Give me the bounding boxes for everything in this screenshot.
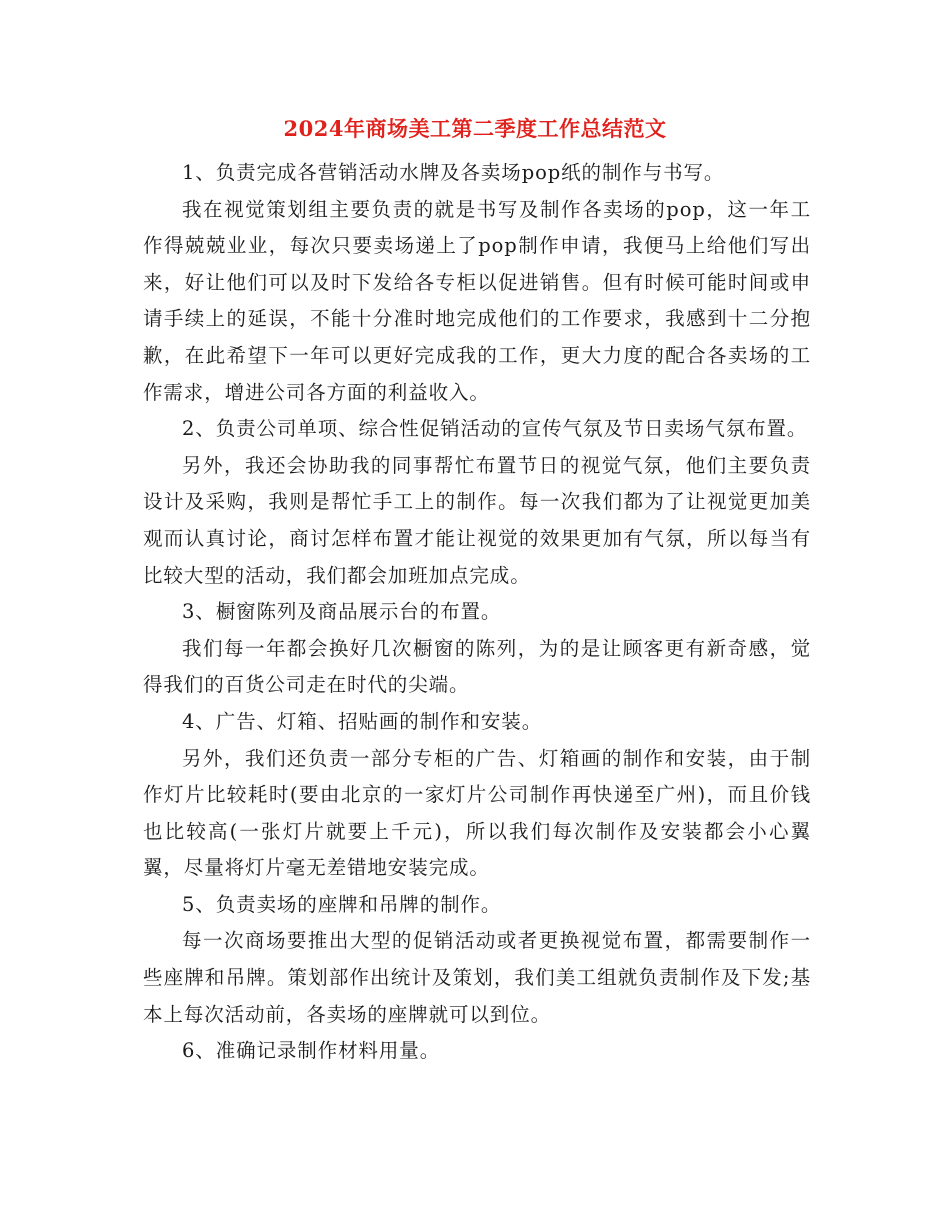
paragraph-4: 另外，我们还负责一部分专柜的广告、灯箱画的制作和安装，由于制作灯片比较耗时(要由北京的一家灯片公司制作再快递至广州)，而且价钱也比较高(一张灯片就要上千元)，所以我们每次制作及安装都会小心翼翼，尽量将灯片毫无差错地安装完成。 (143, 746, 811, 880)
section-heading-4: 4、广告、灯箱、招贴画的制作和安装。 (182, 709, 543, 733)
section-heading-3: 3、橱窗陈列及商品展示台的布置。 (182, 600, 502, 624)
paragraph-1: 我在视觉策划组主要负责的就是书写及制作各卖场的pop，这一年工作得兢兢业业，每次只要卖场递上了pop制作申请，我便马上给他们写出来，好让他们可以及时下发给各专柜以促进销售。但有时候可能时间或申请手续上的延误，不能十分准时地完成他们的工作要求，我感到十二分抱歉，在此希望下一年可以更好完成我的工作，更大力度的配合各卖场的工作需求，增进公司各方面的利益收入。 (143, 197, 811, 404)
section-heading-6: 6、准确记录制作材料用量。 (182, 1039, 441, 1063)
document-title: 2024年商场美工第二季度工作总结范文 (283, 116, 667, 141)
document-body (143, 155, 811, 1070)
section-heading-2: 2、负责公司单项、综合性促销活动的宣传气氛及节日卖场气氛布置。 (182, 417, 808, 441)
section-heading-5: 5、负责卖场的座牌和吊牌的制作。 (182, 892, 502, 916)
paragraph-5: 每一次商场要推出大型的促销活动或者更换视觉布置，都需要制作一些座牌和吊牌。策划部作出统计及策划，我们美工组就负责制作及下发;基本上每次活动前，各卖场的座牌就可以到位。 (143, 929, 811, 1026)
paragraph-2: 另外，我还会协助我的同事帮忙布置节日的视觉气氛，他们主要负责设计及采购，我则是帮忙手工上的制作。每一次我们都为了让视觉更加美观而认真讨论，商讨怎样布置才能让视觉的效果更加有气氛，所以每当有比较大型的活动，我们都会加班加点完成。 (143, 453, 811, 587)
section-heading-1: 1、负责完成各营销活动水牌及各卖场pop纸的制作与书写。 (182, 161, 725, 184)
paragraph-3: 我们每一年都会换好几次橱窗的陈列，为的是让顾客更有新奇感，觉得我们的百货公司走在时代的尖端。 (143, 636, 811, 697)
